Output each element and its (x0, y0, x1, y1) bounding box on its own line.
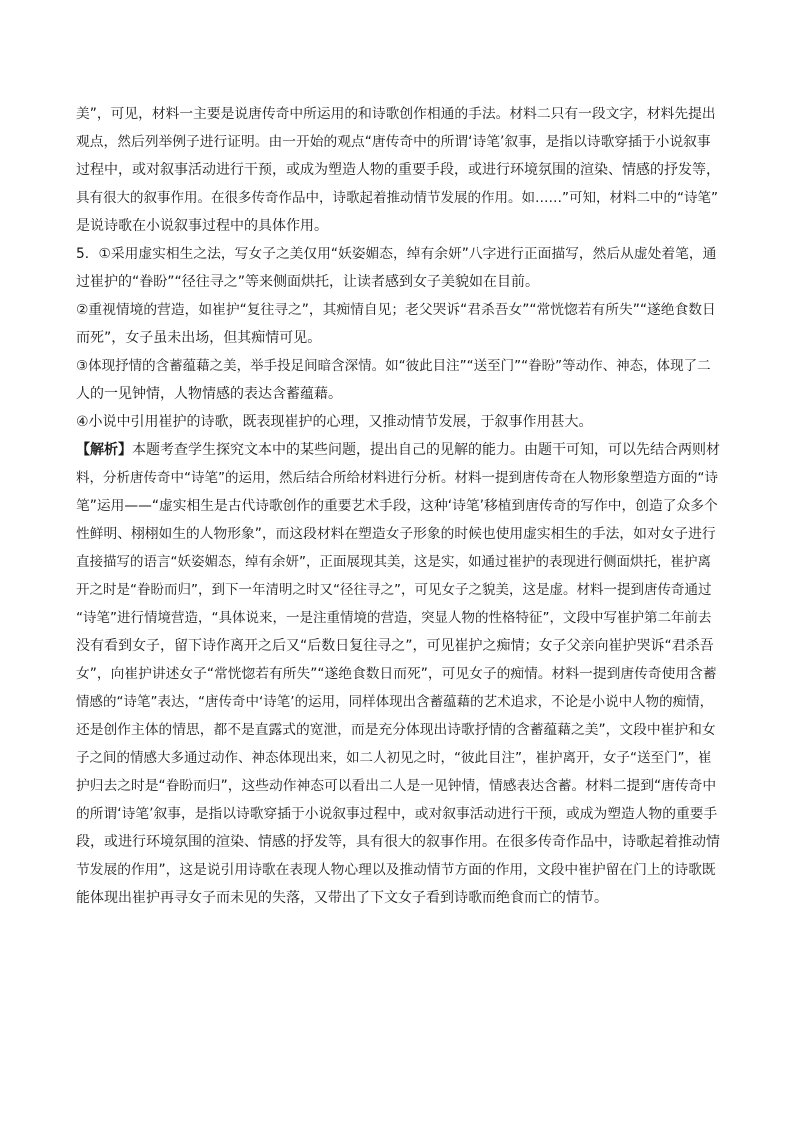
analysis-line: 女”，向崔护讲述女子“常恍惚若有所失”“遂绝食数日而死”，可见女子的痴情。材料一提到唐传奇使用含蓄 (76, 666, 717, 682)
text-line: 具有很大的叙事作用。在很多传奇作品中，诗歌起着推动情节发展的作用。如……”可知，材料二中的“诗笔” (76, 190, 718, 206)
analysis-line: 开之时是“眷盼而归”，到下一年清明之时又“径往寻之”，可见女子之貌美，这是虚。材料一提到唐传奇通过 (76, 582, 712, 598)
analysis-first-line (76, 436, 720, 464)
answer-5-line: 过崔护的“眷盼”“径往寻之”等来侧面烘托，让读者感到女子美貌如在目前。 (76, 274, 540, 290)
text-line: 过程中，或对叙事活动进行干预，或成为塑造人物的重要手段，或进行环境氛围的渲染、情感的抒发等， (76, 162, 720, 178)
analysis-line: 直接描写的语言“妖姿媚态，绰有余妍”，正面展现其美，这是实，如通过崔护的表现进行侧面烘托，崔护离 (76, 554, 711, 570)
analysis-line: “诗笔”进行情境营造，“具体说来，一是注重情境的营造，突显人物的性格特征”，文段中写崔护第二年前去 (76, 610, 712, 626)
analysis-label: 【解析】 (76, 442, 132, 458)
analysis-line: 性鲜明、栩栩如生的人物形象”，而这段材料在塑造女子形象的时候也使用虚实相生的手法，如对女子进行 (76, 526, 716, 542)
analysis-line: 没有看到女子，留下诗作离开之后又“后数日复往寻之”，可见崔护之痴情；女子父亲向崔护哭诉“君杀吾 (76, 638, 714, 654)
analysis-line: 能体现出崔护再寻女子而未见的失落，又带出了下文女子看到诗歌而绝食而亡的情节。 (76, 890, 608, 906)
answer-5-line: 5．①采用虚实相生之法，写女子之美仅用“妖姿媚态，绰有余妍”八字进行正面描写，然后从虚处着笔，通 (76, 246, 717, 262)
analysis-line: 还是创作主体的情思，都不是直露式的宽泄，而是充分体现出诗歌抒情的含蓄蕴藉之美”，文段中崔护和女 (76, 722, 716, 738)
analysis-text: 本题考查学生探究文本中的某些问题，提出自己的见解的能力。由题干可知，可以先结合两则材 (132, 442, 720, 458)
analysis-line: 段，或进行环境氛围的渲染、情感的抒发等，具有很大的叙事作用。在很多传奇作品中，诗歌起着推动情 (76, 834, 720, 850)
answer-point-2-line: ②重视情境的营造，如崔护“复往寻之”，其痴情自见；老父哭诉“君杀吾女”“常恍惚若有所失”“遂绝食数日 (76, 302, 716, 318)
analysis-line: 子之间的情感大多通过动作、神态体现出来，如二人初见之时，“彼此目注”，崔护离开，女子“送至门”，崔 (76, 750, 712, 766)
answer-point-3-line: ③体现抒情的含蓄蕴藉之美，举手投足间暗含深情。如“彼此目注”“送至门”“眷盼”等动作、神态，体现了二 (76, 358, 711, 374)
analysis-line: 情感的“诗笔”表达，“唐传奇中‘诗笔’的运用，同样体现出含蓄蕴藉的艺术追求，不论是小说中人物的痴情， (76, 694, 714, 710)
analysis-line: 料，分析唐传奇中“诗笔”的运用，然后结合所给材料进行分析。材料一提到唐传奇在人物形象塑造方面的“诗 (76, 470, 718, 486)
text-line: 美”，可见，材料一主要是说唐传奇中所运用的和诗歌创作相通的手法。材料二只有一段文字，材料先提出 (76, 106, 716, 122)
answer-point-4-line: ④小说中引用崔护的诗歌，既表现崔护的心理，又推动情节发展，于叙事作用甚大。 (76, 414, 593, 430)
text-line: 是说诗歌在小说叙事过程中的具体作用。 (76, 218, 328, 234)
text-line: 观点，然后列举例子进行证明。由一开始的观点“唐传奇中的所谓‘诗笔’叙事，是指以诗歌穿插于小说叙事 (76, 134, 711, 150)
document-body (76, 100, 720, 912)
analysis-line: 的所谓‘诗笔’叙事，是指以诗歌穿插于小说叙事过程中，或对叙事活动进行干预，或成为塑造人物的重要手 (76, 806, 718, 822)
analysis-line: 节发展的作用”，这是说引用诗歌在表现人物心理以及推动情节方面的作用，文段中崔护留在门上的诗歌既 (76, 862, 716, 878)
answer-point-2-line: 而死”，女子虽未出场，但其痴情可见。 (76, 330, 322, 346)
analysis-line: 护归去之时是“眷盼而归”，这些动作神态可以看出二人是一见钟情，情感表达含蓄。材料二提到“唐传奇中 (76, 778, 717, 794)
answer-point-3-line: 人的一见钟情，人物情感的表达含蓄蕴藉。 (76, 386, 342, 402)
analysis-line: 笔”运用——“虚实相生是古代诗歌创作的重要艺术手段，这种‘诗笔’移植到唐传奇的写作中，创造了众多个 (76, 498, 718, 514)
